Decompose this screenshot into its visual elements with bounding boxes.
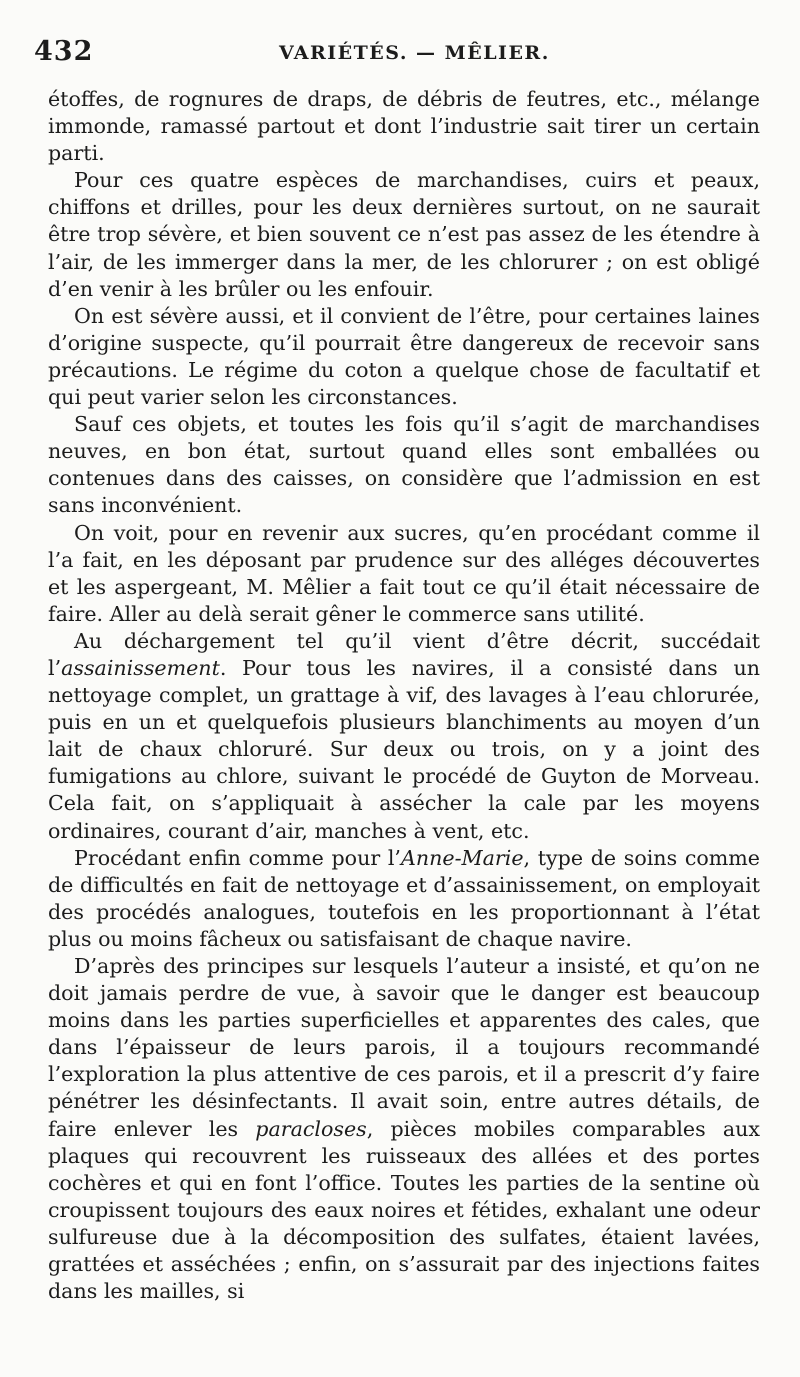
paragraph (48, 303, 760, 411)
italic-text: paracloses (255, 1116, 367, 1141)
paragraph-text: D’après des principes sur lesquels l’auteur a insisté, et qu’on ne doit jamais perdre de vue, à savoir que le danger est beaucoup moins dans les parties superficielles et apparentes des cales, que dans l’épaisseur de leurs parois, il a toujours recommandé l’exploration la plus attentive de ces parois, et il a prescrit d’y faire pénétrer les désinfectants. Il avait soin, entre autres détails, de faire enlever les (48, 954, 760, 1141)
italic-text: Anne-Marie (400, 845, 524, 870)
italic-text: assainissement (61, 655, 220, 680)
paragraph-text: Pour ces quatre espèces de marchandises, cuirs et peaux, chiffons et drilles, pour les deux dernières surtout, on ne saurait être trop sévère, et bien souvent ce n’est pas assez de les étendre à l’air, de les immerger dans la mer, de les chlorurer ; on est obligé d’en venir à les brûler ou les enfouir. (48, 168, 760, 301)
paragraph-text: Sauf ces objets, et toutes les fois qu’il s’agit de marchandises neuves, en bon état, surtout quand elles sont emballées ou contenues dans des caisses, on considère que l’admission en est sans inconvénient. (48, 412, 760, 518)
running-head: VARIÉTÉS. — MÊLIER. (279, 42, 550, 64)
page-header (34, 36, 774, 76)
body-text (48, 86, 760, 1305)
paragraph-text: étoffes, de rognures de draps, de débris de feutres, etc., mélange immonde, ramassé partout et dont l’industrie sait tirer un certain parti. (48, 87, 760, 166)
paragraph (48, 411, 760, 519)
paragraph-text: , type de soins comme de difficultés en fait de nettoyage et d’assainissement, on employait des procédés analogues, toutefois en les proportionnant à l’état plus ou moins fâcheux ou satisfaisant de chaque navire. (48, 845, 760, 951)
paragraph-text: Au déchargement tel qu’il vient d’être décrit, succédait l’ (48, 628, 760, 680)
paragraph (48, 953, 760, 1305)
paragraph-text: . Pour tous les navires, il a consisté dans un nettoyage complet, un grattage à vif, des lavages à l’eau chlorurée, puis en un et quelquefois plusieurs blanchiments au moyen d’un lait de chaux chloruré. Sur deux ou trois, on y a joint des fumigations au chlore, suivant le procédé de Guyton de Morveau. Cela fait, on s’appliquait à assécher la cale par les moyens ordinaires, courant d’air, manches à vent, etc. (48, 655, 760, 843)
paragraph-text: Procédant enfin comme pour l’ (74, 845, 401, 870)
paragraph (48, 86, 760, 167)
paragraph (48, 845, 760, 953)
paragraph (48, 520, 760, 628)
paragraph (48, 628, 760, 845)
paragraph-text: On voit, pour en revenir aux sucres, qu’en procédant comme il l’a fait, en les déposant par prudence sur des alléges découvertes et les aspergeant, M. Mêlier a fait tout ce qu’il était nécessaire de faire. Aller au delà serait gêner le commerce sans utilité. (48, 520, 760, 626)
paragraph-text: On est sévère aussi, et il convient de l’être, pour certaines laines d’origine suspecte, qu’il pourrait être dangereux de recevoir sans précautions. Le régime du coton a quelque chose de facultatif et qui peut varier selon les circonstances. (48, 303, 760, 410)
paragraph (48, 167, 760, 302)
paragraph-text: , pièces mobiles comparables aux plaques qui recouvrent les ruisseaux des allées et des portes cochères et qui en font l’office. Toutes les parties de la sentine où croupissent toujours des eaux noires et fétides, exhalant une odeur sulfureuse due à la décomposition des sulfates, étaient lavées, grattées et asséchées ; enfin, on s’assurait par des injections faites dans les mailles, si (48, 1116, 760, 1304)
page-number: 432 (34, 36, 94, 67)
